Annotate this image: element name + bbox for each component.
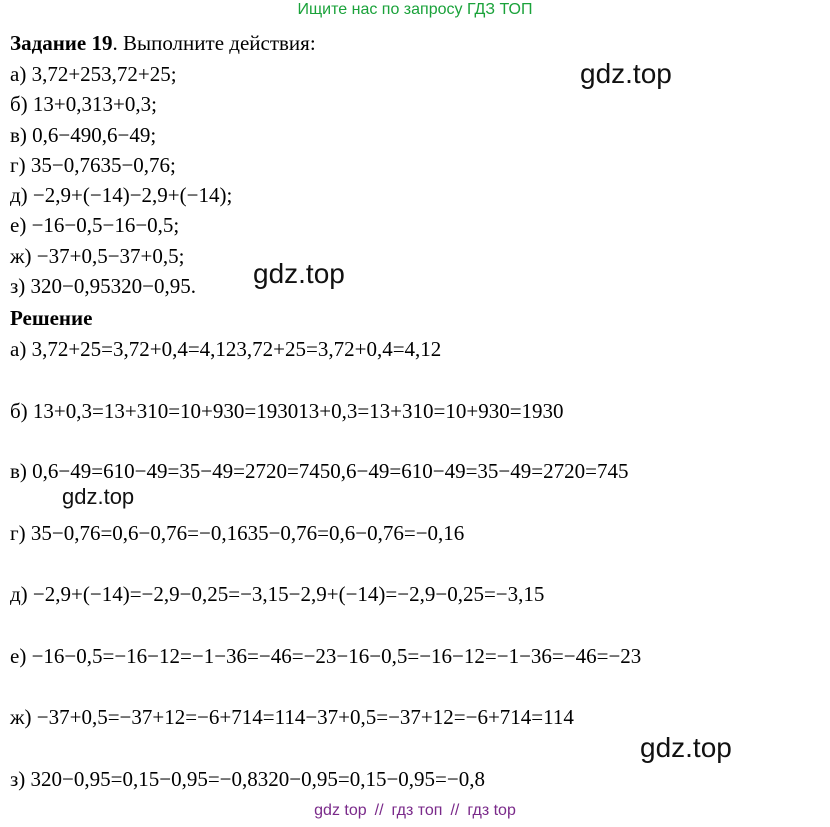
- solution-heading: Решение: [10, 306, 93, 330]
- footer-links: [0, 802, 830, 820]
- footer-link[interactable]: гдз топ: [391, 802, 443, 819]
- solution-line-z: з) 320−0,95=0,15−0,95=−0,8320−0,95=0,15−0,95=−0,8: [10, 767, 485, 791]
- watermark: gdz.top: [580, 58, 672, 89]
- footer-separator: //: [374, 802, 384, 819]
- task-instruction: . Выполните действия:: [112, 31, 316, 55]
- watermark: gdz.top: [640, 732, 732, 763]
- watermark: gdz.top: [62, 484, 135, 509]
- solution-line-g: г) 35−0,76=0,6−0,76=−0,1635−0,76=0,6−0,76=−0,16: [10, 521, 465, 545]
- task-item-zh: ж) −37+0,5−37+0,5;: [10, 244, 185, 268]
- task-title: Задание 19: [10, 31, 113, 55]
- solution-line-b: б) 13+0,3=13+310=10+930=193013+0,3=13+310=10+930=1930: [10, 399, 564, 423]
- task-header: [10, 31, 316, 55]
- task-item-g: г) 35−0,7635−0,76;: [10, 153, 176, 177]
- solution-line-zh: ж) −37+0,5=−37+12=−6+714=114−37+0,5=−37+12=−6+714=114: [10, 705, 574, 729]
- task-item-z: з) 320−0,95320−0,95.: [10, 274, 196, 298]
- solution-line-v: в) 0,6−49=610−49=35−49=2720=7450,6−49=610−49=35−49=2720=745: [10, 459, 629, 483]
- watermark: gdz.top: [253, 258, 345, 289]
- solution-line-e: е) −16−0,5=−16−12=−1−36=−46=−23−16−0,5=−16−12=−1−36=−46=−23: [10, 644, 642, 668]
- solution-line-d: д) −2,9+(−14)=−2,9−0,25=−3,15−2,9+(−14)=−2,9−0,25=−3,15: [10, 582, 545, 606]
- task-item-d: д) −2,9+(−14)−2,9+(−14);: [10, 183, 233, 207]
- top-banner: Ищите нас по запросу ГДЗ ТОП: [297, 1, 533, 18]
- task-item-a: а) 3,72+253,72+25;: [10, 62, 177, 86]
- task-item-e: е) −16−0,5−16−0,5;: [10, 213, 180, 237]
- solution-line-a: а) 3,72+25=3,72+0,4=4,123,72+25=3,72+0,4=4,12: [10, 337, 442, 361]
- footer-separator: //: [450, 802, 460, 819]
- task-item-b: б) 13+0,313+0,3;: [10, 92, 157, 116]
- footer-link[interactable]: gdz top: [314, 802, 367, 819]
- task-item-v: в) 0,6−490,6−49;: [10, 123, 157, 147]
- footer-link[interactable]: гдз top: [467, 802, 516, 819]
